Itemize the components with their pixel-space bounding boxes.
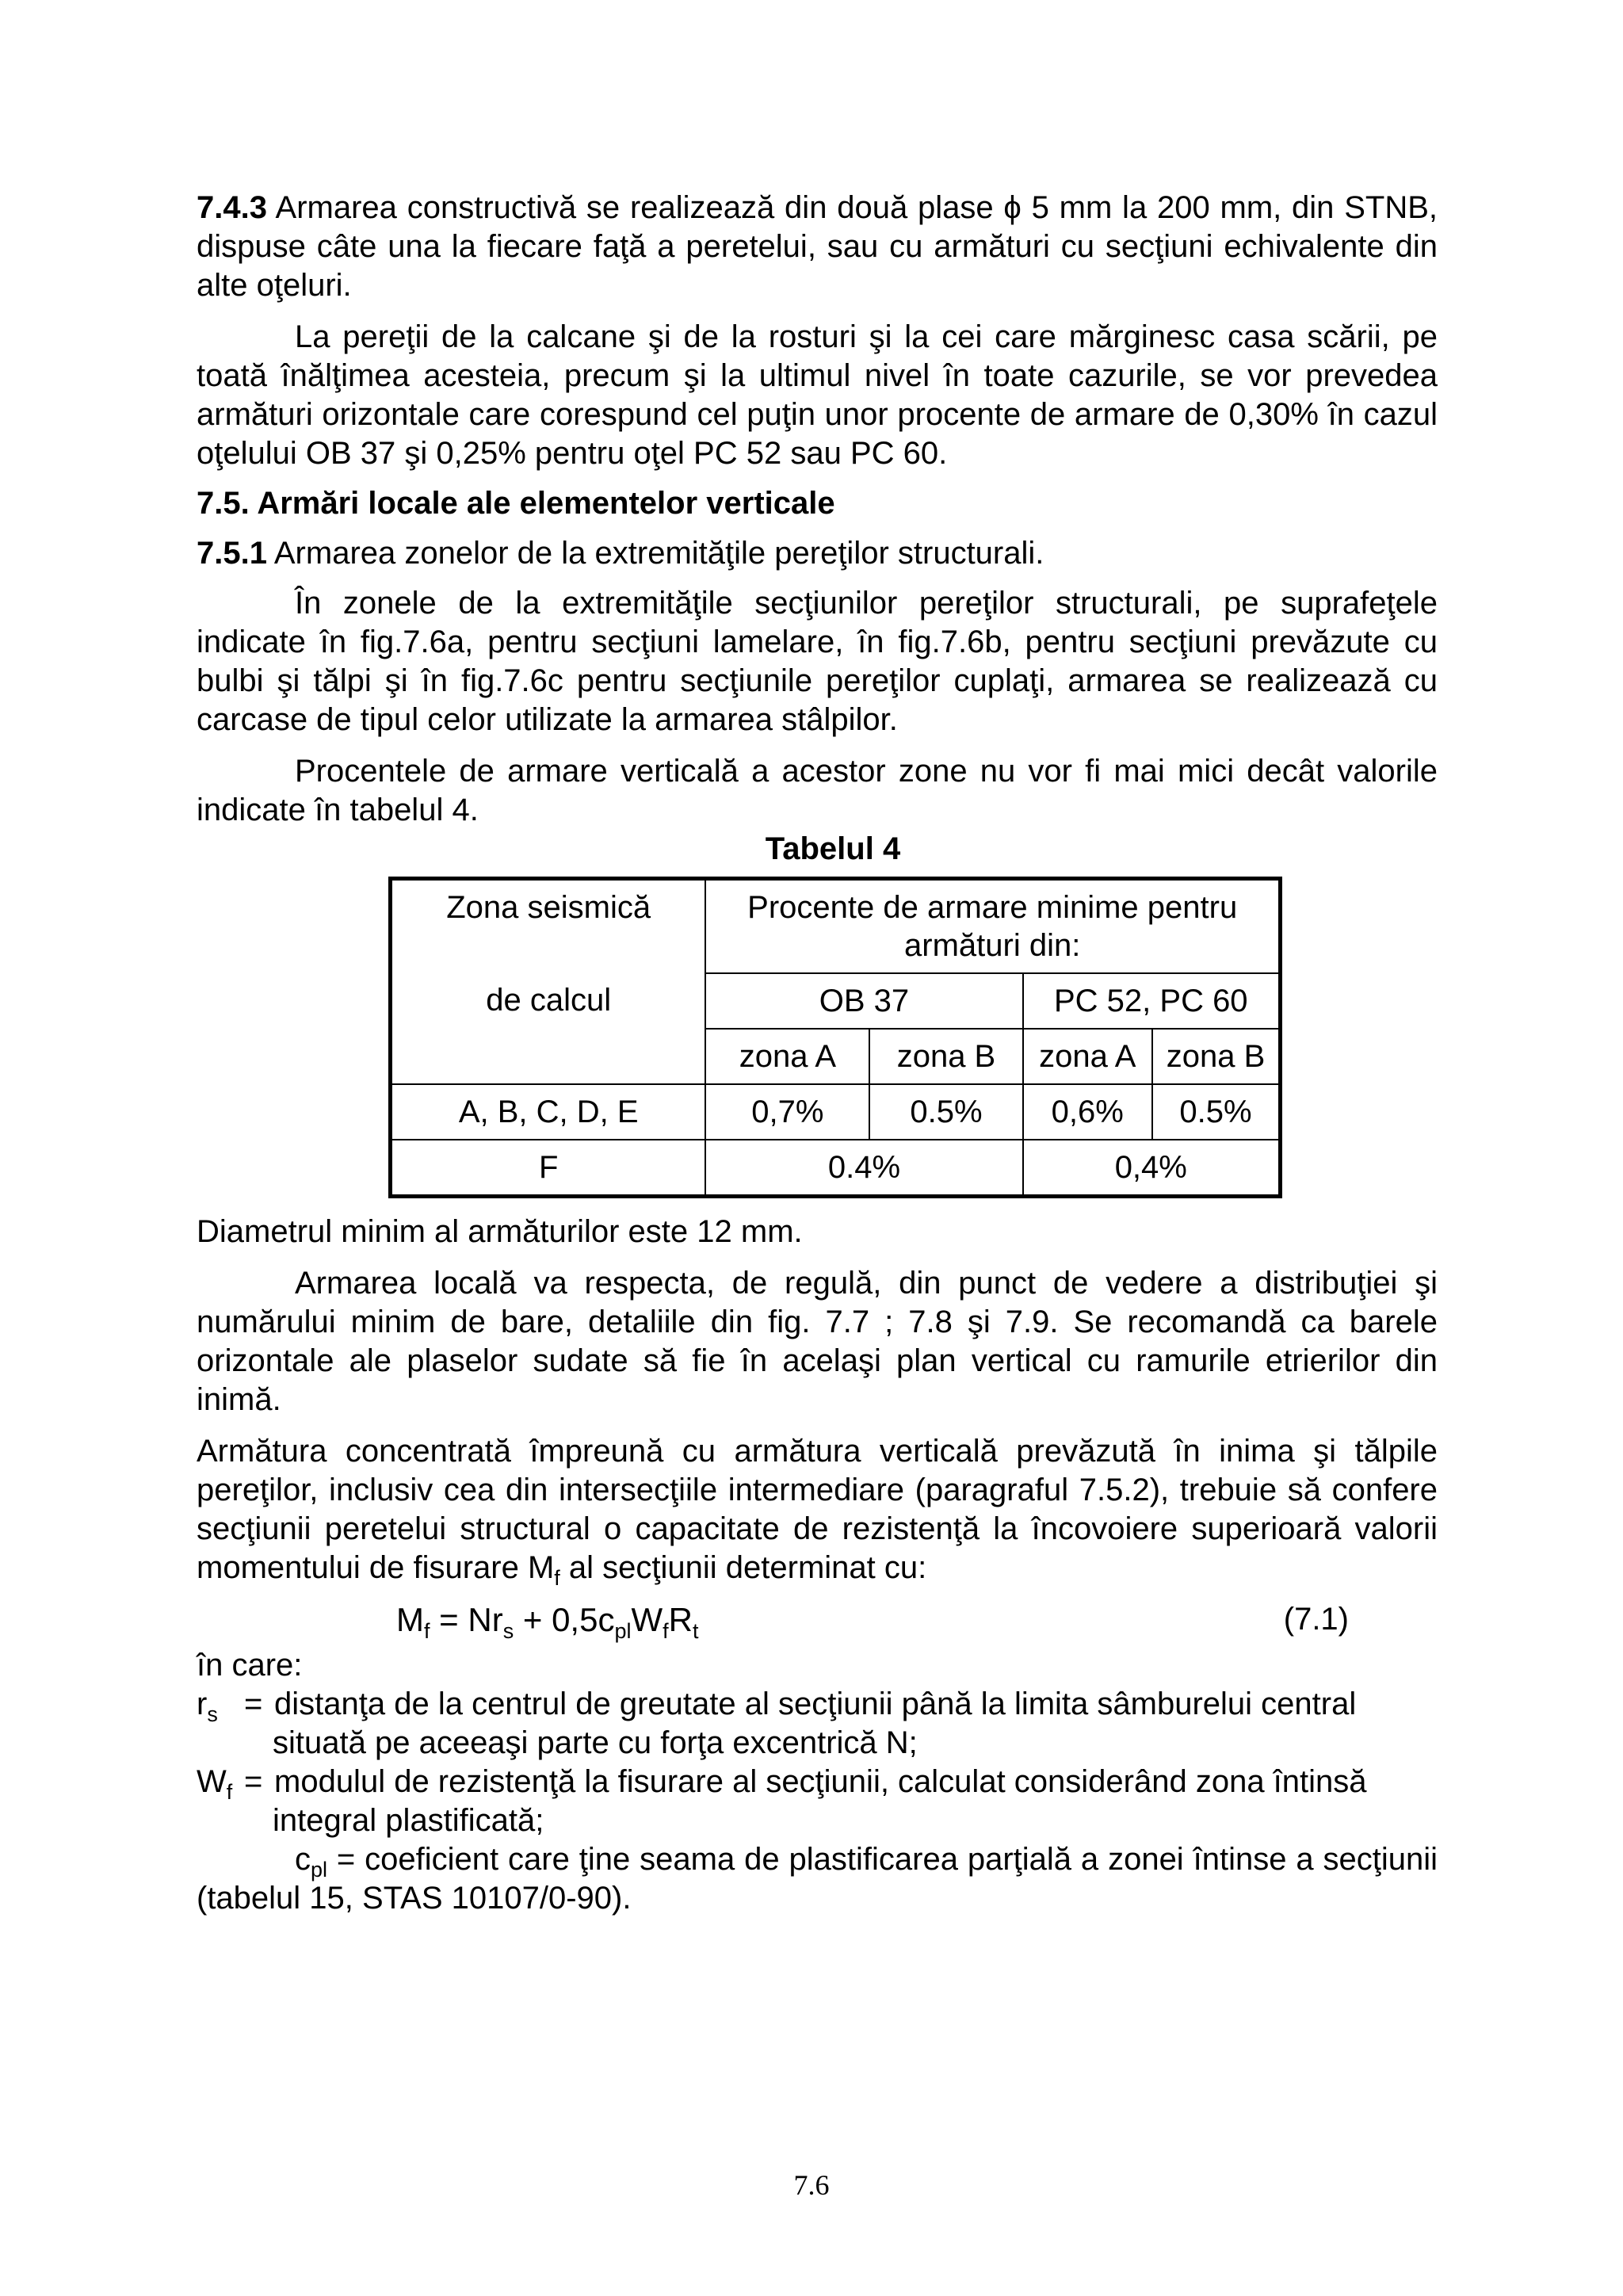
section-number: 7.4.3 (197, 190, 267, 225)
definition-text: modulul de rezistenţă la fisurare al secţiunii, calculat considerând zona întinsă (274, 1764, 1367, 1799)
equation-number: (7.1) (1283, 1602, 1349, 1637)
table-cell-zone: A, B, C, D, E (391, 1084, 706, 1140)
paragraph-text: Armarea constructivă se realizează din două plase ϕ 5 mm la 200 mm, din STNB, dispuse câte una la fiecare faţă a peretelui, sau cu armături cu secţiuni echivalente din alte oţeluri. (197, 190, 1438, 303)
section-number: 7.5.1 (197, 536, 267, 571)
paragraph-procente (197, 752, 1438, 830)
paragraph-zone-extremitati (197, 584, 1438, 739)
document-page (197, 189, 1438, 1918)
paragraph-armatura-concentrata (197, 1432, 1438, 1590)
paragraph-calcane (197, 318, 1438, 473)
definition-continuation: situată pe aceeaşi parte cu forţa excentrică N; (273, 1725, 918, 1760)
header-procente: Procente de armare minime pentru armături din: (705, 879, 1280, 974)
paragraph-text: Armătura concentrată împreună cu armătura verticală prevăzută în inima şi tălpile pereţilor, inclusiv cea din intersecţiile intermediare (paragraful 7.5.2), trebuie să confere secţiunii peretelui structural o capacitate de rezistenţă la încovoiere superioară valorii momentului de fisurare M (197, 1434, 1438, 1585)
header-de-calcul: de calcul (391, 973, 706, 1029)
definition-equals: = (244, 1687, 263, 1721)
paragraph-text: Armarea zonelor de la extremităţile pereţilor structurali. (266, 536, 1044, 571)
paragraph-text: La pereţii de la calcane şi de la rosturi şi la cei care mărginesc casa scării, pe toată înălţimea acesteia, precum şi la ultimul nivel în toate cazurile, se vor prevedea armături orizontale care corespund cel puţin unor procente de armare de 0,30% în cazul oţelului OB 37 şi 0,25% pentru oţel PC 52 sau PC 60. (197, 319, 1438, 471)
definition-rs (197, 1685, 1438, 1724)
table-cell: 0,6% (1023, 1084, 1152, 1140)
table-cell: 0.5% (869, 1084, 1022, 1140)
paragraph-7-5-1 (197, 534, 1438, 573)
formula-expression: $M_f = Nr_s + 0,5c_{pl}W_fR_t$ (396, 1601, 699, 1643)
table-cell-zone: F (391, 1140, 706, 1197)
header-zona: zona B (869, 1029, 1022, 1084)
header-zona: zona A (1023, 1029, 1152, 1084)
table-row (391, 1140, 1281, 1197)
definition-cpl: $c_{pl}$ = coeficient care ţine seama de plastificarea parţială a zonei întinse a secţiunii (tabelul 15, STAS 10107/0-90). (197, 1842, 1438, 1916)
page-number: 7.6 (793, 2169, 830, 2201)
header-zone-seismica: Zona seismică (391, 879, 706, 974)
subscript: f (554, 1566, 560, 1590)
definition-text: distanţa de la centrul de greutate al secţiunii până la limita sâmburelui central (274, 1687, 1357, 1721)
table-cell: 0,4% (1023, 1140, 1281, 1197)
paragraph-text: Procentele de armare verticală a acestor zone nu vor fi mai mici decât valorile indicate în tabelul 4. (197, 754, 1438, 827)
definition-equals: = (244, 1764, 263, 1799)
header-zona: zona B (1152, 1029, 1281, 1084)
table-caption: Tabelul 4 (765, 831, 901, 866)
definition-text: = coeficient care ţine seama de plastificarea parţială a zonei întinse a secţiunii (tabelul 15, STAS 10107/0-90). (197, 1842, 1438, 1916)
header-steel-pc: PC 52, PC 60 (1023, 973, 1281, 1029)
definition-continuation: integral plastificată; (273, 1803, 544, 1838)
paragraph-armare-locala (197, 1264, 1438, 1419)
table-row (391, 1084, 1281, 1140)
definition-symbol: $r_s$ (197, 1687, 218, 1726)
section-heading-7-5: 7.5. Armări locale ale elementelor verticale (197, 486, 835, 521)
paragraph-text: al secţiunii determinat cu: (559, 1550, 927, 1585)
table-cell: 0.4% (705, 1140, 1022, 1197)
table-cell: 0,7% (705, 1084, 869, 1140)
header-zona: zona A (705, 1029, 869, 1084)
paragraph-text: Armarea locală va respecta, de regulă, din punct de vedere a distribuţiei şi numărului minim de bare, detaliile din fig. 7.7 ; 7.8 şi 7.9. Se recomandă ca barele orizontale ale plaselor sudate să fie în acelaşi plan vertical cu ramurile etrierilor din inimă. (197, 1266, 1438, 1417)
header-steel-ob37: OB 37 (705, 973, 1022, 1029)
formula-7-1 (197, 1594, 1438, 1646)
header-empty-cell (391, 1029, 706, 1084)
definition-wf (197, 1763, 1438, 1804)
definition-symbol: $W_f$ (197, 1764, 233, 1804)
table-4 (388, 877, 1282, 1198)
paragraph-diametru: Diametrul minim al armăturilor este 12 mm. (197, 1214, 803, 1249)
table-cell: 0.5% (1152, 1084, 1281, 1140)
paragraph-in-care: în care: (197, 1648, 303, 1683)
paragraph-7-4-3 (197, 189, 1438, 305)
paragraph-text: În zonele de la extremităţile secţiunilor pereţilor structurali, pe suprafeţele indicate în fig.7.6a, pentru secţiuni lamelare, în fig.7.6b, pentru secţiuni prevăzute cu bulbi şi tălpi şi în fig.7.6c pentru secţiunile pereţilor cuplaţi, armarea se realizează cu carcase de tipul celor utilizate la armarea stâlpilor. (197, 586, 1438, 737)
